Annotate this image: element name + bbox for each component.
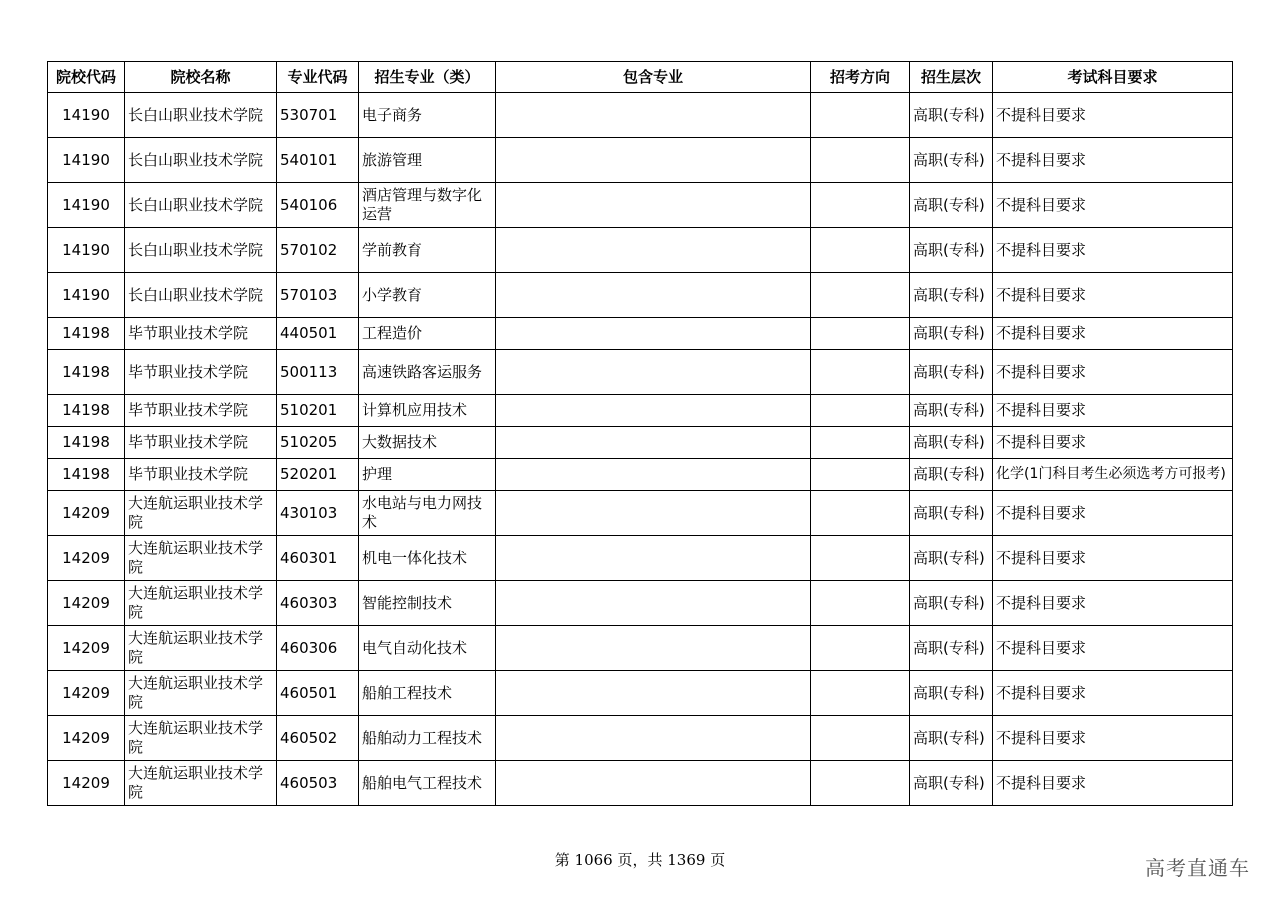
cell-subject-requirement: 不提科目要求 — [993, 350, 1233, 395]
cell-subject-requirement: 不提科目要求 — [993, 318, 1233, 350]
cell-level: 高职(专科) — [910, 350, 993, 395]
cell-major-code: 460301 — [277, 536, 359, 581]
cell-school-code: 14209 — [48, 626, 125, 671]
cell-level: 高职(专科) — [910, 671, 993, 716]
cell-included-majors — [496, 318, 811, 350]
cell-major: 机电一体化技术 — [359, 536, 496, 581]
cell-school-name: 毕节职业技术学院 — [125, 427, 277, 459]
cell-direction — [811, 93, 910, 138]
cell-major: 智能控制技术 — [359, 581, 496, 626]
cell-major: 酒店管理与数字化运营 — [359, 183, 496, 228]
cell-major: 学前教育 — [359, 228, 496, 273]
table-row — [48, 350, 1233, 395]
cell-school-name: 大连航运职业技术学院 — [125, 716, 277, 761]
watermark-text: 高考直通车 — [1145, 856, 1250, 880]
cell-major-code: 460503 — [277, 761, 359, 806]
cell-level: 高职(专科) — [910, 228, 993, 273]
cell-subject-requirement: 不提科目要求 — [993, 395, 1233, 427]
cell-direction — [811, 395, 910, 427]
cell-direction — [811, 318, 910, 350]
cell-school-code: 14198 — [48, 395, 125, 427]
cell-school-name: 大连航运职业技术学院 — [125, 626, 277, 671]
table-row — [48, 671, 1233, 716]
cell-direction — [811, 138, 910, 183]
cell-major: 电子商务 — [359, 93, 496, 138]
cell-subject-requirement: 不提科目要求 — [993, 138, 1233, 183]
cell-included-majors — [496, 395, 811, 427]
cell-included-majors — [496, 273, 811, 318]
page-number: 第 1066 页，共 1369 页 — [554, 851, 726, 869]
header-major: 招生专业（类） — [359, 62, 496, 93]
table-row — [48, 761, 1233, 806]
cell-level: 高职(专科) — [910, 318, 993, 350]
cell-direction — [811, 716, 910, 761]
header-included-majors: 包含专业 — [496, 62, 811, 93]
cell-subject-requirement: 不提科目要求 — [993, 228, 1233, 273]
cell-major-code: 540101 — [277, 138, 359, 183]
cell-level: 高职(专科) — [910, 459, 993, 491]
cell-major-code: 510205 — [277, 427, 359, 459]
table-row — [48, 536, 1233, 581]
cell-major-code: 570103 — [277, 273, 359, 318]
cell-school-code: 14209 — [48, 716, 125, 761]
cell-subject-requirement: 不提科目要求 — [993, 273, 1233, 318]
cell-included-majors — [496, 228, 811, 273]
cell-major: 工程造价 — [359, 318, 496, 350]
cell-included-majors — [496, 459, 811, 491]
cell-level: 高职(专科) — [910, 395, 993, 427]
cell-major-code: 460306 — [277, 626, 359, 671]
cell-major-code: 500113 — [277, 350, 359, 395]
header-school-name: 院校名称 — [125, 62, 277, 93]
cell-subject-requirement: 不提科目要求 — [993, 536, 1233, 581]
cell-subject-requirement: 不提科目要求 — [993, 427, 1233, 459]
cell-school-code: 14209 — [48, 581, 125, 626]
cell-major: 护理 — [359, 459, 496, 491]
table-row — [48, 427, 1233, 459]
cell-major: 计算机应用技术 — [359, 395, 496, 427]
cell-level: 高职(专科) — [910, 93, 993, 138]
cell-school-name: 大连航运职业技术学院 — [125, 761, 277, 806]
cell-major-code: 540106 — [277, 183, 359, 228]
cell-major: 船舶工程技术 — [359, 671, 496, 716]
cell-subject-requirement: 不提科目要求 — [993, 626, 1233, 671]
cell-school-name: 长白山职业技术学院 — [125, 183, 277, 228]
cell-level: 高职(专科) — [910, 536, 993, 581]
cell-major-code: 460501 — [277, 671, 359, 716]
cell-major: 船舶动力工程技术 — [359, 716, 496, 761]
cell-major-code: 570102 — [277, 228, 359, 273]
cell-direction — [811, 273, 910, 318]
cell-school-name: 毕节职业技术学院 — [125, 395, 277, 427]
cell-level: 高职(专科) — [910, 273, 993, 318]
cell-direction — [811, 626, 910, 671]
cell-major-code: 440501 — [277, 318, 359, 350]
cell-direction — [811, 536, 910, 581]
cell-major-code: 530701 — [277, 93, 359, 138]
cell-school-code: 14190 — [48, 93, 125, 138]
table-row — [48, 395, 1233, 427]
cell-major-code: 460502 — [277, 716, 359, 761]
cell-school-name: 毕节职业技术学院 — [125, 459, 277, 491]
table-row — [48, 491, 1233, 536]
cell-included-majors — [496, 138, 811, 183]
header-level: 招生层次 — [910, 62, 993, 93]
cell-direction — [811, 183, 910, 228]
cell-level: 高职(专科) — [910, 491, 993, 536]
cell-major-code: 520201 — [277, 459, 359, 491]
cell-school-code: 14198 — [48, 350, 125, 395]
cell-major: 电气自动化技术 — [359, 626, 496, 671]
header-major-code: 专业代码 — [277, 62, 359, 93]
cell-subject-requirement: 不提科目要求 — [993, 491, 1233, 536]
cell-major: 水电站与电力网技术 — [359, 491, 496, 536]
cell-direction — [811, 761, 910, 806]
cell-school-code: 14190 — [48, 228, 125, 273]
cell-included-majors — [496, 716, 811, 761]
cell-direction — [811, 427, 910, 459]
cell-included-majors — [496, 427, 811, 459]
header-school-code: 院校代码 — [48, 62, 125, 93]
cell-included-majors — [496, 581, 811, 626]
cell-direction — [811, 491, 910, 536]
cell-school-code: 14190 — [48, 138, 125, 183]
cell-level: 高职(专科) — [910, 427, 993, 459]
cell-school-code: 14198 — [48, 427, 125, 459]
cell-direction — [811, 459, 910, 491]
cell-major: 旅游管理 — [359, 138, 496, 183]
cell-subject-requirement: 不提科目要求 — [993, 761, 1233, 806]
cell-direction — [811, 350, 910, 395]
table-row — [48, 138, 1233, 183]
cell-direction — [811, 228, 910, 273]
cell-school-name: 大连航运职业技术学院 — [125, 671, 277, 716]
cell-major: 船舶电气工程技术 — [359, 761, 496, 806]
cell-level: 高职(专科) — [910, 761, 993, 806]
cell-school-code: 14209 — [48, 491, 125, 536]
cell-subject-requirement: 不提科目要求 — [993, 671, 1233, 716]
table-row — [48, 581, 1233, 626]
cell-subject-requirement: 不提科目要求 — [993, 183, 1233, 228]
cell-school-code: 14190 — [48, 273, 125, 318]
cell-school-name: 长白山职业技术学院 — [125, 273, 277, 318]
cell-school-code: 14190 — [48, 183, 125, 228]
table-row — [48, 93, 1233, 138]
table-row — [48, 626, 1233, 671]
cell-school-name: 大连航运职业技术学院 — [125, 491, 277, 536]
cell-included-majors — [496, 93, 811, 138]
cell-major-code: 430103 — [277, 491, 359, 536]
cell-subject-requirement: 不提科目要求 — [993, 581, 1233, 626]
cell-subject-requirement: 不提科目要求 — [993, 716, 1233, 761]
cell-school-name: 长白山职业技术学院 — [125, 138, 277, 183]
cell-level: 高职(专科) — [910, 138, 993, 183]
cell-direction — [811, 581, 910, 626]
cell-school-name: 长白山职业技术学院 — [125, 93, 277, 138]
cell-level: 高职(专科) — [910, 581, 993, 626]
cell-level: 高职(专科) — [910, 716, 993, 761]
cell-included-majors — [496, 350, 811, 395]
table-row — [48, 228, 1233, 273]
cell-included-majors — [496, 761, 811, 806]
admission-table — [47, 61, 1233, 806]
header-subject-requirement: 考试科目要求 — [993, 62, 1233, 93]
cell-school-name: 长白山职业技术学院 — [125, 228, 277, 273]
table-row — [48, 318, 1233, 350]
cell-school-name: 大连航运职业技术学院 — [125, 536, 277, 581]
table-header-row — [48, 62, 1233, 93]
cell-school-name: 大连航运职业技术学院 — [125, 581, 277, 626]
cell-included-majors — [496, 626, 811, 671]
table-row — [48, 183, 1233, 228]
table-row — [48, 459, 1233, 491]
cell-school-code: 14209 — [48, 536, 125, 581]
cell-direction — [811, 671, 910, 716]
cell-major-code: 460303 — [277, 581, 359, 626]
header-direction: 招考方向 — [811, 62, 910, 93]
cell-subject-requirement: 化学(1门科目考生必须选考方可报考) — [993, 459, 1233, 491]
cell-level: 高职(专科) — [910, 626, 993, 671]
cell-school-code: 14198 — [48, 318, 125, 350]
cell-school-name: 毕节职业技术学院 — [125, 350, 277, 395]
cell-subject-requirement: 不提科目要求 — [993, 93, 1233, 138]
cell-level: 高职(专科) — [910, 183, 993, 228]
cell-school-code: 14209 — [48, 671, 125, 716]
cell-major-code: 510201 — [277, 395, 359, 427]
cell-included-majors — [496, 671, 811, 716]
cell-included-majors — [496, 491, 811, 536]
cell-major: 大数据技术 — [359, 427, 496, 459]
cell-included-majors — [496, 536, 811, 581]
table-row — [48, 716, 1233, 761]
cell-school-name: 毕节职业技术学院 — [125, 318, 277, 350]
cell-major: 高速铁路客运服务 — [359, 350, 496, 395]
cell-school-code: 14198 — [48, 459, 125, 491]
cell-major: 小学教育 — [359, 273, 496, 318]
cell-included-majors — [496, 183, 811, 228]
cell-school-code: 14209 — [48, 761, 125, 806]
table-row — [48, 273, 1233, 318]
